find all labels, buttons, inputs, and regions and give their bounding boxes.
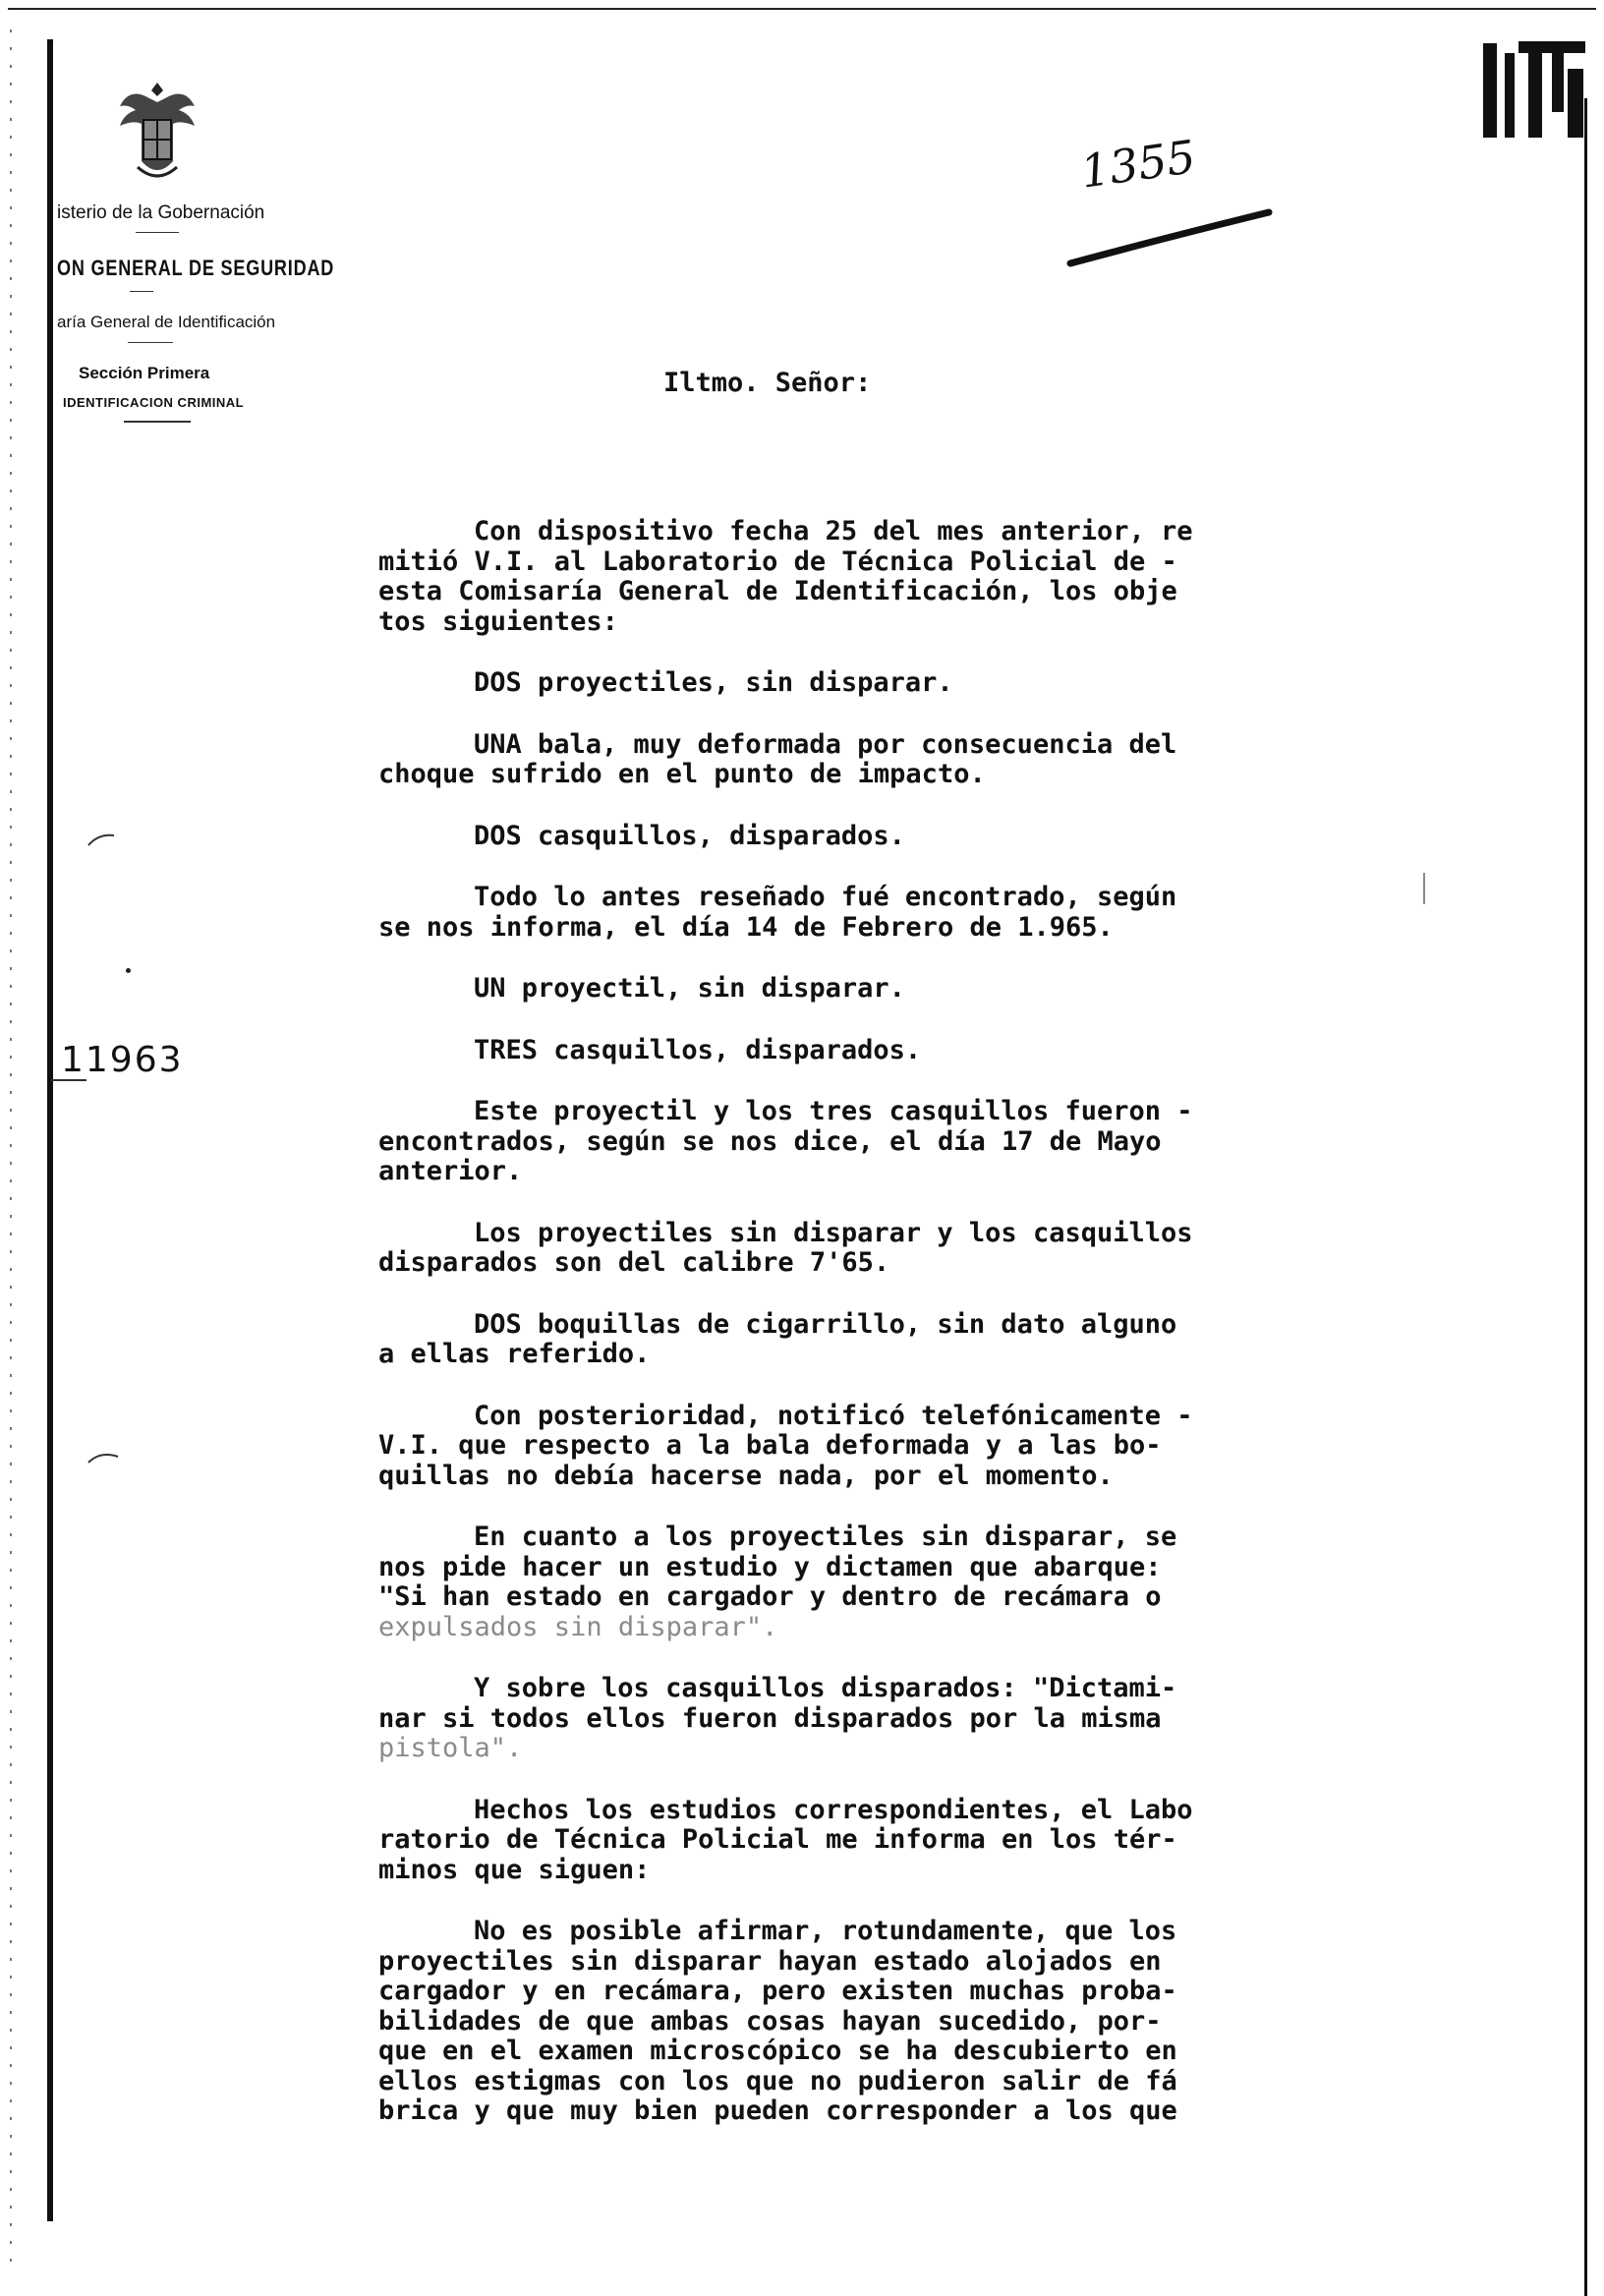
paragraph bbox=[378, 730, 1538, 790]
text-line: pistola". bbox=[378, 1733, 523, 1763]
text-line: choque sufrido en el punto de impacto. bbox=[378, 759, 986, 789]
paragraph bbox=[378, 1674, 1538, 1764]
paragraph bbox=[378, 517, 1538, 637]
handwritten-underline bbox=[1066, 165, 1283, 275]
letterhead-rule bbox=[130, 291, 153, 292]
text-line: cargador y en recámara, pero existen muchas proba- bbox=[378, 1976, 1177, 2006]
paragraph bbox=[378, 974, 1538, 1004]
text-line: quillas no debía hacerse nada, por el momento. bbox=[378, 1460, 1114, 1491]
text-line: Con posterioridad, notificó telefónicamente - bbox=[474, 1400, 1193, 1431]
text-line: TRES casquillos, disparados. bbox=[474, 1034, 922, 1065]
paragraph bbox=[378, 1097, 1538, 1187]
text-line: V.I. que respecto a la bala deformada y a las bo- bbox=[378, 1430, 1162, 1461]
margin-tick bbox=[86, 832, 116, 847]
paragraph bbox=[378, 1917, 1538, 2127]
scan-edge-noise bbox=[10, 29, 12, 2270]
text-line: Los proyectiles sin disparar y los casquillos bbox=[474, 1217, 1193, 1248]
text-line: Hechos los estudios correspondientes, el Labo bbox=[474, 1794, 1193, 1825]
scan-top-border bbox=[8, 8, 1596, 10]
text-line: Con dispositivo fecha 25 del mes anterior, re bbox=[474, 516, 1193, 546]
paragraph bbox=[378, 1522, 1538, 1642]
text-line: encontrados, según se nos dice, el día 17 de Mayo bbox=[378, 1125, 1162, 1157]
letterhead-rule bbox=[128, 342, 173, 343]
paragraph bbox=[378, 1310, 1538, 1370]
text-line: UN proyectil, sin disparar. bbox=[474, 973, 905, 1004]
text-line: anterior. bbox=[378, 1156, 523, 1186]
text-line: que en el examen microscópico se ha descubierto en bbox=[378, 2036, 1177, 2066]
letterhead-commissariat: aría General de Identificación bbox=[57, 313, 276, 331]
text-line: Este proyectil y los tres casquillos fueron - bbox=[474, 1096, 1193, 1126]
text-line: disparados son del calibre 7'65. bbox=[378, 1247, 890, 1278]
text-line: se nos informa, el día 14 de Febrero de 1.965. bbox=[378, 911, 1114, 943]
letterhead-unit: IDENTIFICACION CRIMINAL bbox=[63, 395, 245, 410]
text-line: ellos estigmas con los que no pudieron salir de fá bbox=[378, 2065, 1177, 2096]
scan-right-border bbox=[1584, 98, 1587, 2296]
text-line: tos siguientes: bbox=[378, 605, 618, 637]
paragraph bbox=[378, 1036, 1538, 1066]
coat-of-arms-emblem bbox=[110, 77, 204, 187]
text-line: expulsados sin disparar". bbox=[378, 1611, 778, 1642]
text-line: Todo lo antes reseñado fué encontrado, según bbox=[474, 882, 1177, 912]
margin-tick bbox=[86, 1449, 120, 1464]
text-line: bilidades de que ambas cosas hayan sucedido, por- bbox=[378, 2005, 1162, 2037]
letter-body bbox=[378, 517, 1538, 2158]
paragraph bbox=[378, 822, 1538, 852]
text-line: DOS casquillos, disparados. bbox=[474, 820, 905, 851]
paragraph bbox=[378, 1796, 1538, 1886]
text-line: proyectiles sin disparar hayan estado alojados en bbox=[378, 1945, 1162, 1977]
text-line: esta Comisaría General de Identificación, los obje bbox=[378, 576, 1177, 606]
text-line: No es posible afirmar, rotundamente, que los bbox=[474, 1916, 1177, 1946]
letterhead-rule bbox=[124, 421, 191, 423]
stamp-number: 11963 bbox=[61, 1040, 184, 1080]
text-line: minos que siguen: bbox=[378, 1854, 651, 1885]
scan-corner-mark bbox=[1479, 39, 1587, 145]
salutation: Iltmo. Señor: bbox=[663, 368, 872, 398]
text-line: ratorio de Técnica Policial me informa en los tér- bbox=[378, 1824, 1177, 1855]
letterhead-ministry: isterio de la Gobernación bbox=[57, 202, 265, 223]
scan-left-border bbox=[47, 39, 53, 2221]
text-line: mitió V.I. al Laboratorio de Técnica Policial de - bbox=[378, 545, 1177, 577]
paragraph bbox=[378, 668, 1538, 699]
margin-dot bbox=[126, 968, 131, 973]
text-line: brica y que muy bien pueden corresponder a los que bbox=[378, 2095, 1177, 2126]
paragraph bbox=[378, 1402, 1538, 1492]
text-line: a ellas referido. bbox=[378, 1339, 651, 1369]
handwritten-number: 1355 bbox=[1077, 129, 1199, 199]
text-line: "Si han estado en cargador y dentro de recámara o bbox=[378, 1581, 1162, 1612]
text-line: En cuanto a los proyectiles sin disparar, se bbox=[474, 1521, 1177, 1552]
text-line: Y sobre los casquillos disparados: "Dictami- bbox=[474, 1673, 1177, 1703]
letterhead-direction: ON GENERAL DE SEGURIDAD bbox=[57, 256, 335, 280]
text-line: UNA bala, muy deformada por consecuencia del bbox=[474, 728, 1177, 760]
paragraph bbox=[378, 883, 1538, 943]
text-line: nar si todos ellos fueron disparados por la misma bbox=[378, 1702, 1162, 1734]
text-line: DOS boquillas de cigarrillo, sin dato alguno bbox=[474, 1308, 1177, 1340]
letterhead-section: Sección Primera bbox=[79, 364, 210, 382]
letterhead-rule bbox=[136, 232, 179, 233]
paragraph bbox=[378, 1219, 1538, 1279]
text-line: DOS proyectiles, sin disparar. bbox=[474, 667, 953, 698]
text-line: nos pide hacer un estudio y dictamen que abarque: bbox=[378, 1551, 1162, 1582]
